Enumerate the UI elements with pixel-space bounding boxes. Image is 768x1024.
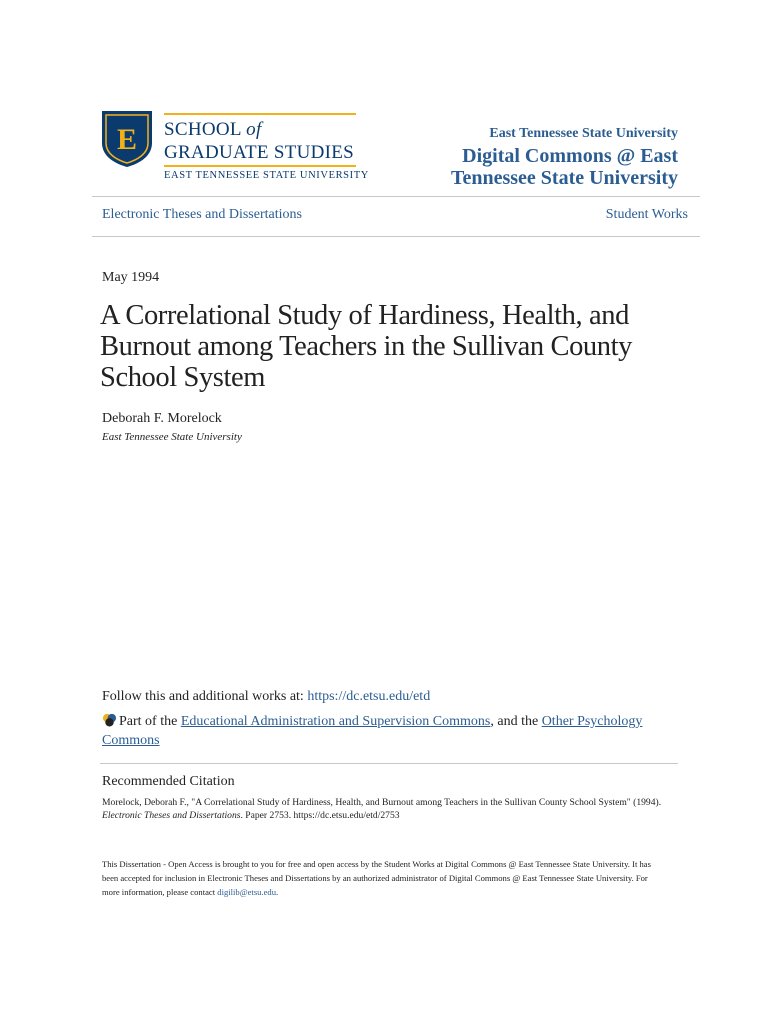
divider-collection: [92, 236, 700, 237]
citation-text: Morelock, Deborah F., "A Correlational Study of Hardiness, Health, and Burnout among Teachers in the Sullivan County School System" (1994). Electronic Theses and Dissertations. Paper 2753. https://dc.etsu.edu/etd/2753: [102, 797, 662, 821]
logo-rule-top: [164, 113, 356, 115]
creative-commons-icon: [102, 712, 117, 727]
divider-top: [92, 196, 700, 197]
logo-graduate-text: GRADUATE STUDIES: [164, 142, 355, 163]
author-affiliation: East Tennessee State University: [102, 431, 242, 443]
part-of-middle: , and the: [490, 714, 542, 729]
ed-admin-commons-link[interactable]: Educational Administration and Supervision Commons: [180, 714, 491, 729]
follow-works-line: [102, 689, 430, 705]
etsu-shield-icon: [100, 109, 154, 169]
repository-header[interactable]: [451, 125, 678, 189]
citation-heading: Recommended Citation: [102, 774, 235, 789]
access-notice: This Dissertation - Open Access is brought to you for free and open access by the Student Works at Digital Commons @ East Tennessee State University. It has been accepted for inclusion in Electronic Theses and Dissertations by an authorized administrator of Digital Commons @ East Tennessee State University. For more information, please contact digilib@etsu.edu.: [102, 859, 651, 897]
logo-school-text: SCHOOL of: [164, 119, 262, 140]
school-logo: [100, 109, 369, 185]
author-name: Deborah F. Morelock: [102, 411, 222, 426]
part-of-prefix: Part of the: [119, 714, 181, 729]
logo-university-text: EAST TENNESSEE STATE UNIVERSITY: [164, 170, 369, 181]
repository-name[interactable]: Digital Commons @ East Tennessee State University: [450, 145, 678, 189]
publication-date: May 1994: [102, 270, 160, 285]
collection-link[interactable]: Electronic Theses and Dissertations: [102, 207, 302, 222]
shield-letter: E: [116, 123, 138, 156]
logo-rule-bottom: [164, 165, 356, 167]
divider-citation: [100, 763, 678, 764]
follow-label: Follow this and additional works at:: [102, 689, 308, 704]
follow-url-link[interactable]: https://dc.etsu.edu/etd: [307, 689, 431, 704]
contact-email-link[interactable]: digilib@etsu.edu: [217, 887, 277, 897]
institution-name[interactable]: East Tennessee State University: [489, 126, 678, 141]
document-title: A Correlational Study of Hardiness, Health, and Burnout among Teachers in the Sullivan County School System: [100, 300, 632, 393]
part-of-line: [102, 712, 662, 750]
series-link[interactable]: Student Works: [605, 207, 688, 222]
other-psychology-commons-link[interactable]: Other Psychology Commons: [102, 714, 643, 748]
